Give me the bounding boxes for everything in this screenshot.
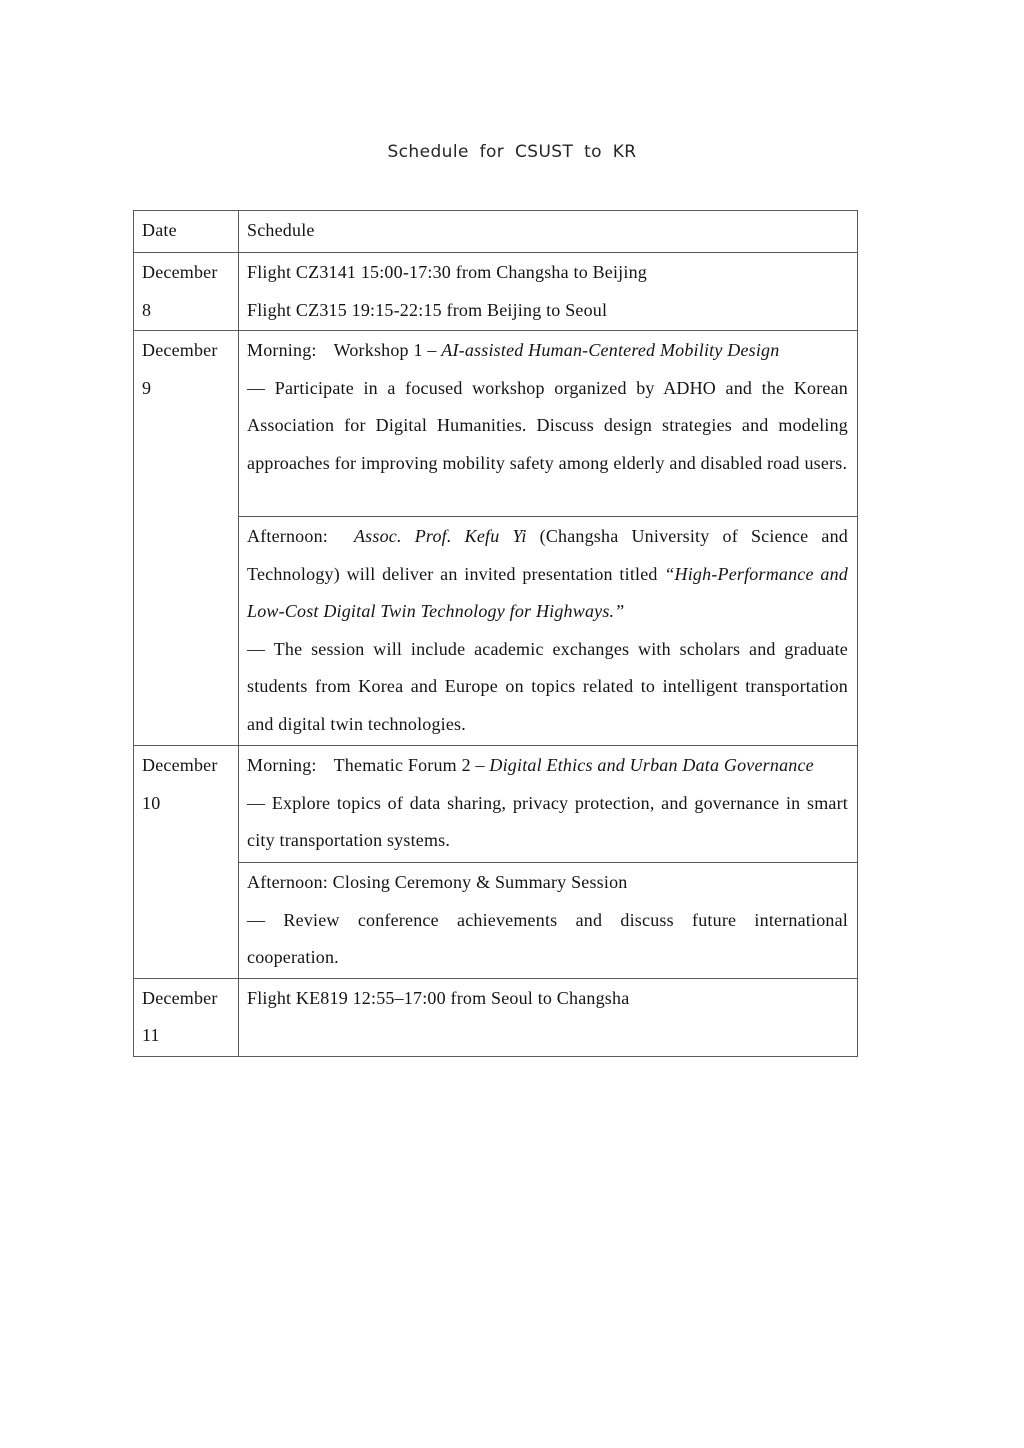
header-row xyxy=(134,211,858,253)
date-day: 11 xyxy=(142,1025,160,1045)
date-day: 8 xyxy=(142,299,152,320)
session-title-italic: AI-assisted Human-Centered Mobility Design xyxy=(441,340,780,360)
date-day: 10 xyxy=(142,792,161,813)
flight-line: Flight CZ3141 15:00-17:30 from Changsha to Beijing xyxy=(247,262,647,282)
date-month: December xyxy=(142,755,218,775)
session-title-plain: Workshop 1 – xyxy=(333,340,442,360)
flight-line: Flight KE819 12:55–17:00 from Seoul to Changsha xyxy=(247,987,630,1008)
row-december-8 xyxy=(134,253,858,331)
session-label: Afternoon: xyxy=(247,526,328,546)
session-heading: Afternoon: Closing Ceremony & Summary Session xyxy=(247,872,628,892)
flight-line: Flight CZ315 19:15-22:15 from Beijing to Seoul xyxy=(247,299,608,320)
row-december-10-afternoon xyxy=(134,863,858,979)
session-label: Morning: xyxy=(247,755,317,775)
date-cell-december-9 xyxy=(134,331,239,746)
schedule-cell-december-9-morning xyxy=(239,331,858,517)
date-cell-december-8 xyxy=(134,253,239,331)
schedule-table xyxy=(133,210,858,1057)
date-column-header: Date xyxy=(134,211,239,253)
speaker-name-italic: Assoc. Prof. Kefu Yi xyxy=(353,526,527,546)
schedule-column-header: Schedule xyxy=(239,211,858,253)
date-month: December xyxy=(142,987,218,1008)
date-month: December xyxy=(142,340,218,360)
date-month: December xyxy=(142,262,218,282)
session-detail: — Review conference achievements and discuss future international cooperation. xyxy=(247,909,848,967)
session-detail: — The session will include academic exchanges with scholars and graduate students from Korea and Europe on topics related to intelligent transportation and digital twin technologies. xyxy=(247,638,848,734)
session-label: Morning: xyxy=(247,340,317,360)
session-detail: — Participate in a focused workshop organized by ADHO and the Korean Association for Digital Humanities. Discuss design strategies and modeling approaches for improving mobility safety among elderly and disabled road users. xyxy=(247,377,848,473)
session-title-plain: Thematic Forum 2 – xyxy=(333,755,490,775)
session-detail: — Explore topics of data sharing, privacy protection, and governance in smart city transportation systems. xyxy=(247,792,848,850)
date-cell-december-11 xyxy=(134,978,239,1056)
session-title-italic: Digital Ethics and Urban Data Governance xyxy=(489,755,814,775)
schedule-cell-december-9-afternoon xyxy=(239,517,858,746)
schedule-cell-december-10-morning xyxy=(239,746,858,863)
date-cell-december-10 xyxy=(134,746,239,979)
schedule-cell-december-8 xyxy=(239,253,858,331)
session-heading xyxy=(247,747,848,785)
presentation-text: (Changsha University of Science and Technology) will deliver an invited presentation titled xyxy=(247,526,848,584)
document-title: Schedule for CSUST to KR xyxy=(387,142,637,162)
row-december-10-morning xyxy=(134,746,858,863)
session-heading xyxy=(247,518,848,631)
date-day: 9 xyxy=(142,377,152,398)
row-december-9-afternoon xyxy=(134,517,858,746)
row-december-11 xyxy=(134,978,858,1056)
row-december-9-morning xyxy=(134,331,858,517)
session-heading xyxy=(247,332,848,370)
talk-title-italic: “High-Performance and Low-Cost Digital Twin Technology for Highways.” xyxy=(247,563,848,621)
schedule-cell-december-11 xyxy=(239,978,858,1056)
schedule-cell-december-10-afternoon xyxy=(239,863,858,979)
